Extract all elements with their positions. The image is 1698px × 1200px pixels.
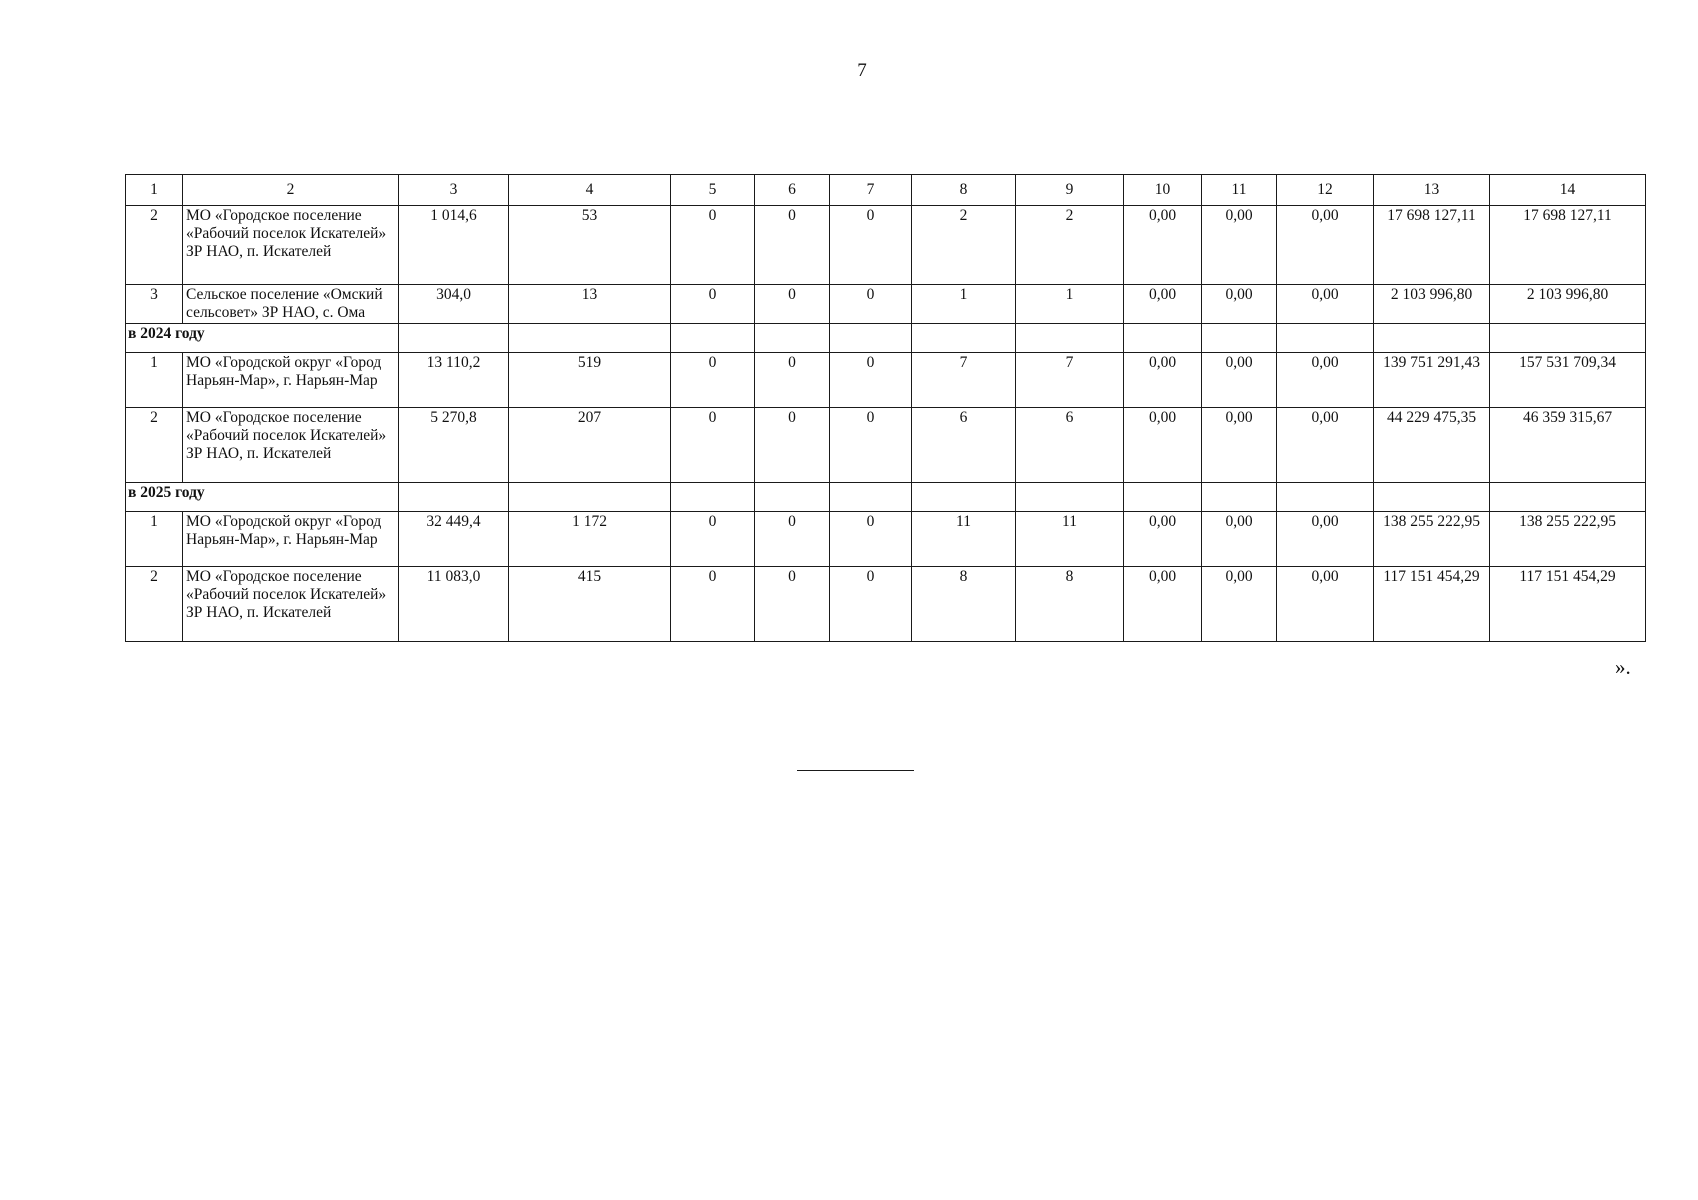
table-row <box>126 285 1646 324</box>
value-cell: 0 <box>671 408 755 483</box>
value-cell: 0,00 <box>1202 353 1277 408</box>
empty-cell <box>509 483 671 512</box>
value-cell: 1 014,6 <box>399 206 509 285</box>
value-cell: 0,00 <box>1124 567 1202 642</box>
value-cell: 0 <box>671 353 755 408</box>
value-cell: 207 <box>509 408 671 483</box>
empty-cell <box>399 483 509 512</box>
column-number-11: 11 <box>1202 175 1277 206</box>
empty-cell <box>912 324 1016 353</box>
value-cell: 0 <box>830 408 912 483</box>
value-cell: 0 <box>755 567 830 642</box>
municipality-name-cell: МО «Городское поселение «Рабочий поселок Искателей» ЗР НАО, п. Искателей <box>183 408 399 483</box>
value-cell: 2 <box>1016 206 1124 285</box>
municipality-name-cell: Сельское поселение «Омский сельсовет» ЗР НАО, с. Ома <box>183 285 399 324</box>
value-cell: 0 <box>755 353 830 408</box>
municipality-name-cell: МО «Городское поселение «Рабочий поселок Искателей» ЗР НАО, п. Искателей <box>183 567 399 642</box>
column-number-1: 1 <box>126 175 183 206</box>
value-cell: 0,00 <box>1124 285 1202 324</box>
table-row <box>126 353 1646 408</box>
table-body <box>126 175 1646 642</box>
table-row <box>126 567 1646 642</box>
end-of-document-rule <box>797 770 914 771</box>
value-cell: 1 <box>912 285 1016 324</box>
value-cell: 13 <box>509 285 671 324</box>
value-cell: 0,00 <box>1277 206 1374 285</box>
value-cell: 0 <box>755 206 830 285</box>
table-row <box>126 512 1646 567</box>
empty-cell <box>1374 324 1490 353</box>
value-cell: 0,00 <box>1202 512 1277 567</box>
value-cell: 117 151 454,29 <box>1490 567 1646 642</box>
value-cell: 0,00 <box>1124 408 1202 483</box>
value-cell: 1 <box>1016 285 1124 324</box>
value-cell: 2 <box>912 206 1016 285</box>
value-cell: 32 449,4 <box>399 512 509 567</box>
table-row <box>126 206 1646 285</box>
row-number-cell: 1 <box>126 512 183 567</box>
empty-cell <box>671 324 755 353</box>
section-label: в 2024 году <box>126 324 399 353</box>
empty-cell <box>1016 324 1124 353</box>
value-cell: 0,00 <box>1124 512 1202 567</box>
value-cell: 0 <box>671 285 755 324</box>
empty-cell <box>1490 483 1646 512</box>
column-number-6: 6 <box>755 175 830 206</box>
empty-cell <box>755 324 830 353</box>
value-cell: 0 <box>755 408 830 483</box>
section-row <box>126 324 1646 353</box>
column-number-4: 4 <box>509 175 671 206</box>
value-cell: 6 <box>912 408 1016 483</box>
data-table <box>125 174 1646 642</box>
value-cell: 0 <box>671 206 755 285</box>
value-cell: 0,00 <box>1202 285 1277 324</box>
empty-cell <box>1202 483 1277 512</box>
value-cell: 0 <box>830 206 912 285</box>
empty-cell <box>830 483 912 512</box>
value-cell: 0,00 <box>1202 206 1277 285</box>
column-number-10: 10 <box>1124 175 1202 206</box>
empty-cell <box>1277 483 1374 512</box>
value-cell: 0 <box>755 285 830 324</box>
empty-cell <box>830 324 912 353</box>
value-cell: 53 <box>509 206 671 285</box>
table-header-row <box>126 175 1646 206</box>
value-cell: 2 103 996,80 <box>1490 285 1646 324</box>
empty-cell <box>399 324 509 353</box>
value-cell: 11 <box>912 512 1016 567</box>
column-number-5: 5 <box>671 175 755 206</box>
empty-cell <box>1374 483 1490 512</box>
value-cell: 17 698 127,11 <box>1490 206 1646 285</box>
column-number-13: 13 <box>1374 175 1490 206</box>
closing-quote: ». <box>1615 655 1631 679</box>
value-cell: 7 <box>912 353 1016 408</box>
empty-cell <box>509 324 671 353</box>
column-number-8: 8 <box>912 175 1016 206</box>
value-cell: 0 <box>830 512 912 567</box>
row-number-cell: 2 <box>126 567 183 642</box>
empty-cell <box>1490 324 1646 353</box>
row-number-cell: 2 <box>126 408 183 483</box>
value-cell: 138 255 222,95 <box>1490 512 1646 567</box>
municipality-name-cell: МО «Городской округ «Город Нарьян-Мар», г. Нарьян-Мар <box>183 512 399 567</box>
value-cell: 117 151 454,29 <box>1374 567 1490 642</box>
value-cell: 304,0 <box>399 285 509 324</box>
value-cell: 17 698 127,11 <box>1374 206 1490 285</box>
value-cell: 11 083,0 <box>399 567 509 642</box>
column-number-14: 14 <box>1490 175 1646 206</box>
value-cell: 44 229 475,35 <box>1374 408 1490 483</box>
municipality-name-cell: МО «Городское поселение «Рабочий поселок Искателей» ЗР НАО, п. Искателей <box>183 206 399 285</box>
value-cell: 1 172 <box>509 512 671 567</box>
value-cell: 157 531 709,34 <box>1490 353 1646 408</box>
empty-cell <box>671 483 755 512</box>
value-cell: 0 <box>671 512 755 567</box>
empty-cell <box>1277 324 1374 353</box>
value-cell: 0,00 <box>1124 353 1202 408</box>
value-cell: 0,00 <box>1277 567 1374 642</box>
value-cell: 0,00 <box>1277 285 1374 324</box>
empty-cell <box>755 483 830 512</box>
column-number-2: 2 <box>183 175 399 206</box>
empty-cell <box>1124 324 1202 353</box>
value-cell: 8 <box>1016 567 1124 642</box>
value-cell: 46 359 315,67 <box>1490 408 1646 483</box>
value-cell: 0,00 <box>1202 567 1277 642</box>
value-cell: 0,00 <box>1202 408 1277 483</box>
value-cell: 0 <box>830 567 912 642</box>
row-number-cell: 2 <box>126 206 183 285</box>
value-cell: 138 255 222,95 <box>1374 512 1490 567</box>
value-cell: 0,00 <box>1277 408 1374 483</box>
value-cell: 139 751 291,43 <box>1374 353 1490 408</box>
value-cell: 519 <box>509 353 671 408</box>
table-row <box>126 408 1646 483</box>
value-cell: 13 110,2 <box>399 353 509 408</box>
column-number-3: 3 <box>399 175 509 206</box>
value-cell: 415 <box>509 567 671 642</box>
value-cell: 0 <box>755 512 830 567</box>
value-cell: 6 <box>1016 408 1124 483</box>
value-cell: 0 <box>671 567 755 642</box>
empty-cell <box>1124 483 1202 512</box>
value-cell: 11 <box>1016 512 1124 567</box>
section-row <box>126 483 1646 512</box>
value-cell: 8 <box>912 567 1016 642</box>
empty-cell <box>1016 483 1124 512</box>
column-number-7: 7 <box>830 175 912 206</box>
value-cell: 0,00 <box>1124 206 1202 285</box>
column-number-12: 12 <box>1277 175 1374 206</box>
value-cell: 0,00 <box>1277 353 1374 408</box>
page-number: 7 <box>857 60 867 81</box>
value-cell: 2 103 996,80 <box>1374 285 1490 324</box>
value-cell: 0 <box>830 285 912 324</box>
value-cell: 0,00 <box>1277 512 1374 567</box>
section-label: в 2025 году <box>126 483 399 512</box>
row-number-cell: 1 <box>126 353 183 408</box>
value-cell: 5 270,8 <box>399 408 509 483</box>
column-number-9: 9 <box>1016 175 1124 206</box>
row-number-cell: 3 <box>126 285 183 324</box>
value-cell: 7 <box>1016 353 1124 408</box>
empty-cell <box>912 483 1016 512</box>
empty-cell <box>1202 324 1277 353</box>
value-cell: 0 <box>830 353 912 408</box>
municipality-name-cell: МО «Городской округ «Город Нарьян-Мар», г. Нарьян-Мар <box>183 353 399 408</box>
